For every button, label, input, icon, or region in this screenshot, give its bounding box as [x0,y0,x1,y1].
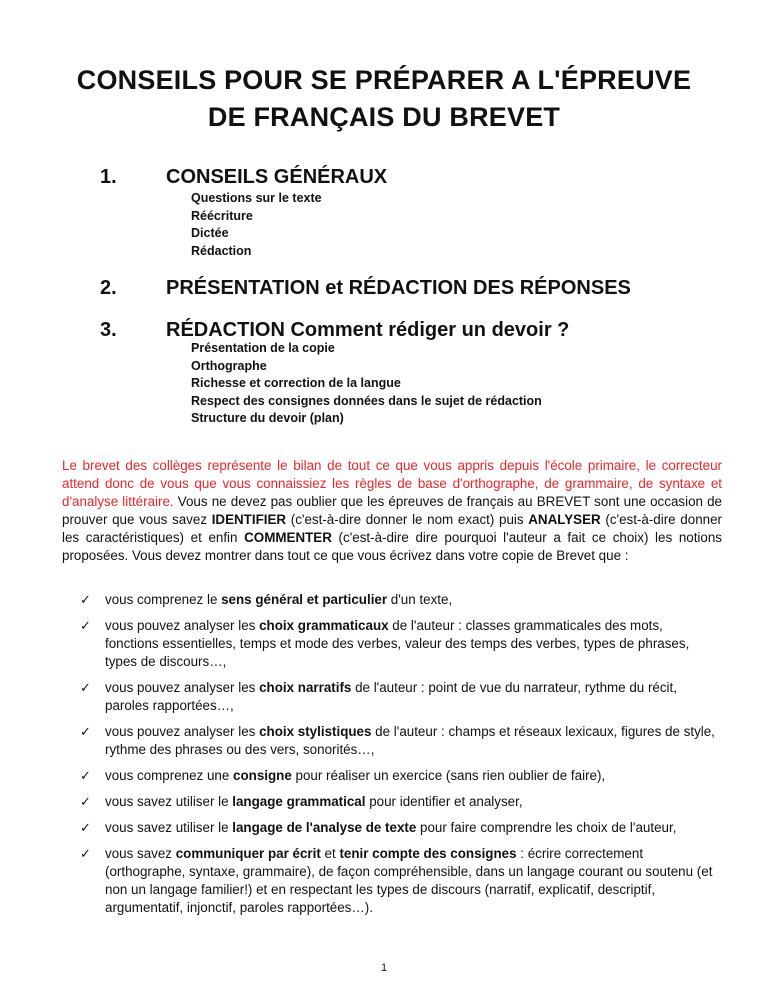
intro-keyword: ANALYSER [528,512,601,527]
intro-text: (c'est-à-dire donner les caractéristiques) et enfin [62,512,722,545]
item-keyword: langage grammatical [232,794,366,809]
check-icon: ✓ [80,618,91,633]
item-keyword: consigne [233,768,292,783]
check-icon: ✓ [80,820,91,835]
item-text: : écrire correctement (orthographe, syntaxe, grammaire), de façon compréhensible, dans un langage courant ou soutenu (et non un langage familier!) et en respectant les types de discours (narratif, explicatif, descriptif, argumentatif, injonctif, paroles rapportées…). [105,846,713,915]
item-text: vous pouvez analyser les [105,618,260,633]
item-keyword: communiquer par écrit [175,846,321,861]
section-title: CONSEILS GÉNÉRAUX [166,166,388,188]
section-number: 2. [100,277,117,299]
item-text: vous savez [105,846,176,861]
item-text: pour identifier et analyser, [365,794,523,809]
section-number: 1. [100,166,117,188]
checklist-item [80,767,716,785]
section-3-sublist [191,340,542,428]
checklist-item [80,591,716,609]
check-icon: ✓ [80,680,91,695]
item-text: vous savez utiliser le [105,794,233,809]
item-text: vous comprenez le [105,592,222,607]
skills-checklist [80,591,716,925]
sublist-item: Richesse et correction de la langue [191,376,401,390]
sublist-item: Respect des consignes données dans le sujet de rédaction [191,393,542,408]
checklist-item [80,723,716,759]
sublist-item: Présentation de la copie [191,341,335,355]
check-icon: ✓ [80,768,91,783]
item-keyword: sens général et particulier [221,592,388,607]
item-keyword: choix narratifs [259,680,352,695]
sublist-item: Orthographe [191,358,267,373]
intro-paragraph [62,457,722,565]
item-text: pour faire comprendre les choix de l'auteur, [416,820,677,835]
intro-keyword: COMMENTER [244,530,332,545]
intro-text: Vous ne devez pas oublier que les épreuves de français au BREVET sont une occasion de prouver que vous savez [62,494,722,527]
section-title: PRÉSENTATION et RÉDACTION DES RÉPONSES [166,277,631,299]
item-text: de l'auteur : champs et réseaux lexicaux, figures de style, rythme des phrases ou des vers, sonorités…, [105,724,715,757]
item-text: vous pouvez analyser les [105,724,260,739]
checklist-item [80,793,716,811]
checklist-item [80,845,716,917]
page-title: CONSEILS POUR SE PRÉPARER A L'ÉPREUVE DE FRANÇAIS DU BREVET [76,65,692,133]
intro-highlight: Le brevet des collèges représente le bilan de tout ce que vous appris depuis l'école primaire, le correcteur attend donc de vous que vous connaissiez les règles de base d'orthographe, de grammaire, de syntaxe et d'analyse littéraire. [62,458,722,509]
sublist-item: Rédaction [191,243,252,258]
check-icon: ✓ [80,846,91,861]
section-1-sublist [191,190,322,260]
item-text: et [320,846,340,861]
sublist-item: Réécriture [191,208,253,223]
section-number: 3. [100,319,117,341]
item-text: de l'auteur : classes grammaticales des mots, fonctions essentielles, temps et mode des verbes, valeur des temps des verbes, types de phrases, types de discours…, [105,618,690,669]
check-icon: ✓ [80,794,91,809]
checklist-item [80,679,716,715]
check-icon: ✓ [80,724,91,739]
item-keyword: choix grammaticaux [259,618,389,633]
item-keyword: tenir compte des consignes [339,846,517,861]
item-text: pour réaliser un exercice (sans rien oublier de faire), [291,768,606,783]
sublist-item: Structure du devoir (plan) [191,411,344,425]
item-text: vous pouvez analyser les [105,680,260,695]
checklist-item [80,819,716,837]
page-number: 1 [380,962,388,974]
check-icon: ✓ [80,592,91,607]
sublist-item: Questions sur le texte [191,191,322,205]
intro-text: (c'est-à-dire dire pourquoi l'auteur a fait ce choix) les notions proposées. Vous devez montrer dans tout ce que vous écrivez dans votre copie de Brevet que : [62,530,723,563]
item-text: vous savez utiliser le [105,820,233,835]
sublist-item: Dictée [191,226,229,240]
section-title: RÉDACTION Comment rédiger un devoir ? [166,319,570,341]
checklist-item [80,617,716,671]
item-keyword: langage de l'analyse de texte [232,820,417,835]
item-text: de l'auteur : point de vue du narrateur, rythme du récit, paroles rapportées…, [105,680,677,713]
item-text: d'un texte, [387,592,453,607]
item-text: vous comprenez une [105,768,234,783]
item-keyword: choix stylistiques [259,724,372,739]
intro-text: (c'est-à-dire donner le nom exact) puis [286,512,529,527]
intro-keyword: IDENTIFIER [211,512,287,527]
